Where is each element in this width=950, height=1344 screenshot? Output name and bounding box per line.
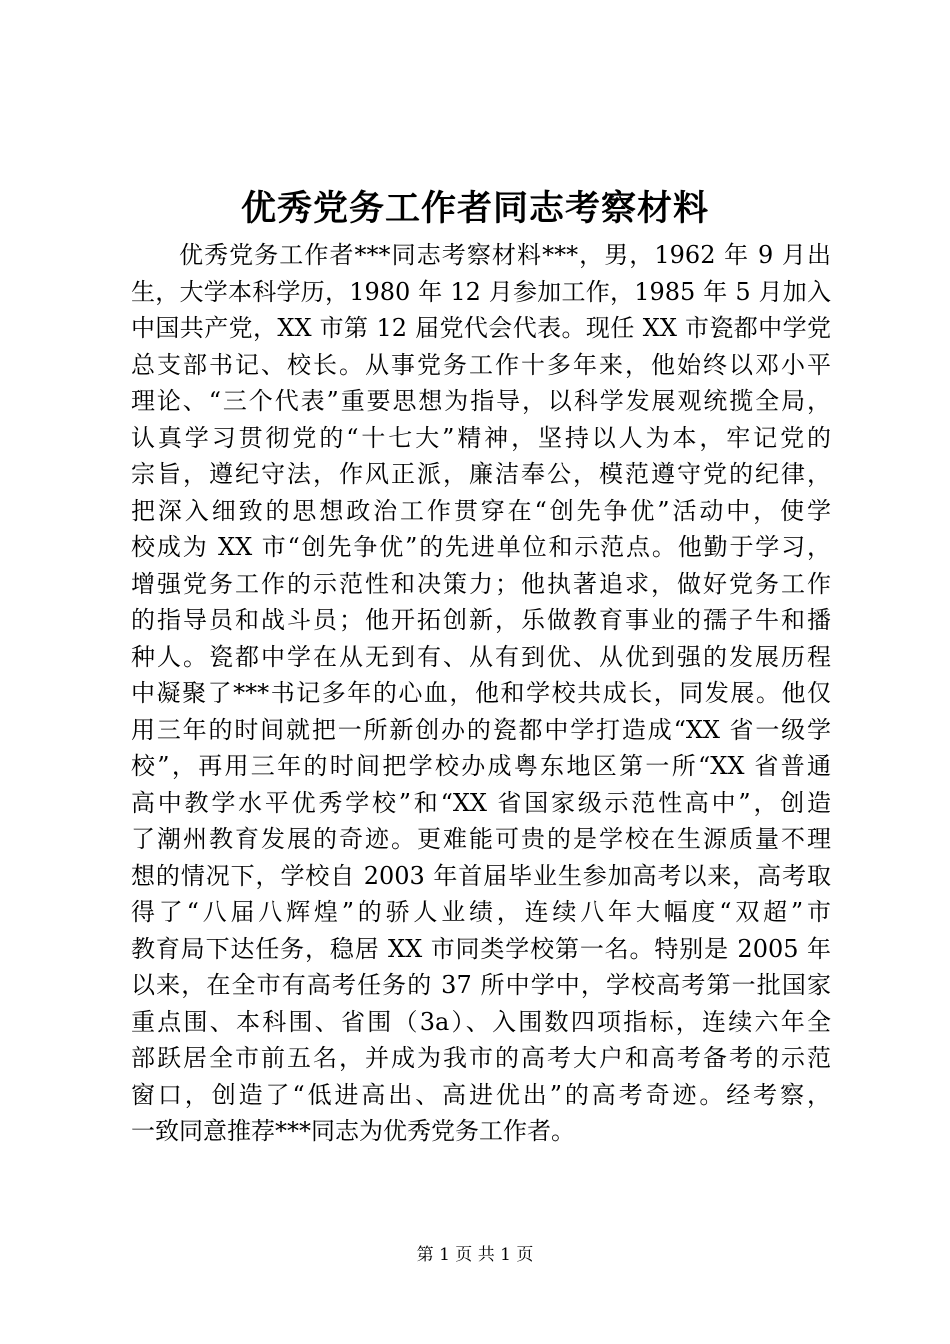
paragraph-line: 重点围、本科围、省围（3a）、入围数四项指标，连续六年全 <box>131 1007 831 1036</box>
paragraph-line: 了潮州教育发展的奇迹。更难能可贵的是学校在生源质量不理 <box>131 825 831 853</box>
paragraph-line: 高中教学水平优秀学校”和“XX 省国家级示范性高中”，创造 <box>131 788 831 817</box>
page-footer: 第 1 页 共 1 页 <box>416 1245 534 1265</box>
paragraph-line: 想的情况下，学校自 2003 年首届毕业生参加高考以来，高考取 <box>131 861 831 890</box>
paragraph-line: 总支部书记、校长。从事党务工作十多年来，他始终以邓小平 <box>131 350 831 379</box>
page-title: 优秀党务工作者同志考察材料 <box>240 188 709 229</box>
paragraph-line: 理论、“三个代表”重要思想为指导，以科学发展观统揽全局， <box>131 387 831 415</box>
paragraph-line: 种人。瓷都中学在从无到有、从有到优、从优到强的发展历程 <box>131 642 831 671</box>
body-paragraph <box>131 237 831 1150</box>
paragraph-line: 以来，在全市有高考任务的 37 所中学中，学校高考第一批国家 <box>131 971 831 999</box>
paragraph-line: 生，大学本科学历，1980 年 12 月参加工作，1985 年 5 月加入 <box>131 277 831 306</box>
paragraph-line: 优秀党务工作者***同志考察材料***，男，1962 年 9 月出 <box>179 241 831 269</box>
paragraph-line: 得了“八届八辉煌”的骄人业绩，连续八年大幅度“双超”市 <box>131 898 831 926</box>
paragraph-line: 中国共产党，XX 市第 12 届党代会代表。现任 XX 市瓷都中学党 <box>131 314 831 342</box>
paragraph-line: 认真学习贯彻党的“十七大”精神，坚持以人为本，牢记党的 <box>131 423 831 452</box>
paragraph-line: 宗旨，遵纪守法，作风正派，廉洁奉公，模范遵守党的纪律， <box>131 460 831 488</box>
paragraph-line: 把深入细致的思想政治工作贯穿在“创先争优”活动中，使学 <box>131 496 831 525</box>
paragraph-line: 中凝聚了***书记多年的心血，他和学校共成长，同发展。他仅 <box>131 679 831 707</box>
paragraph-line: 的指导员和战斗员；他开拓创新，乐做教育事业的孺子牛和播 <box>131 606 831 634</box>
paragraph-line: 用三年的时间就把一所新创办的瓷都中学打造成“XX 省一级学 <box>131 715 831 744</box>
paragraph-line: 一致同意推荐***同志为优秀党务工作者。 <box>131 1117 575 1145</box>
paragraph-line: 部跃居全市前五名，并成为我市的高考大户和高考备考的示范 <box>131 1044 831 1072</box>
paragraph-line: 教育局下达任务，稳居 XX 市同类学校第一名。特别是 2005 年 <box>131 934 831 963</box>
paragraph-line: 校”，再用三年的时间把学校办成粤东地区第一所“XX 省普通 <box>131 752 831 780</box>
paragraph-line: 校成为 XX 市“创先争优”的先进单位和示范点。他勤于学习， <box>131 533 831 561</box>
paragraph-line: 增强党务工作的示范性和决策力；他执著追求，做好党务工作 <box>131 569 831 598</box>
paragraph-line: 窗口，创造了“低进高出、高进优出”的高考奇迹。经考察， <box>131 1080 831 1109</box>
